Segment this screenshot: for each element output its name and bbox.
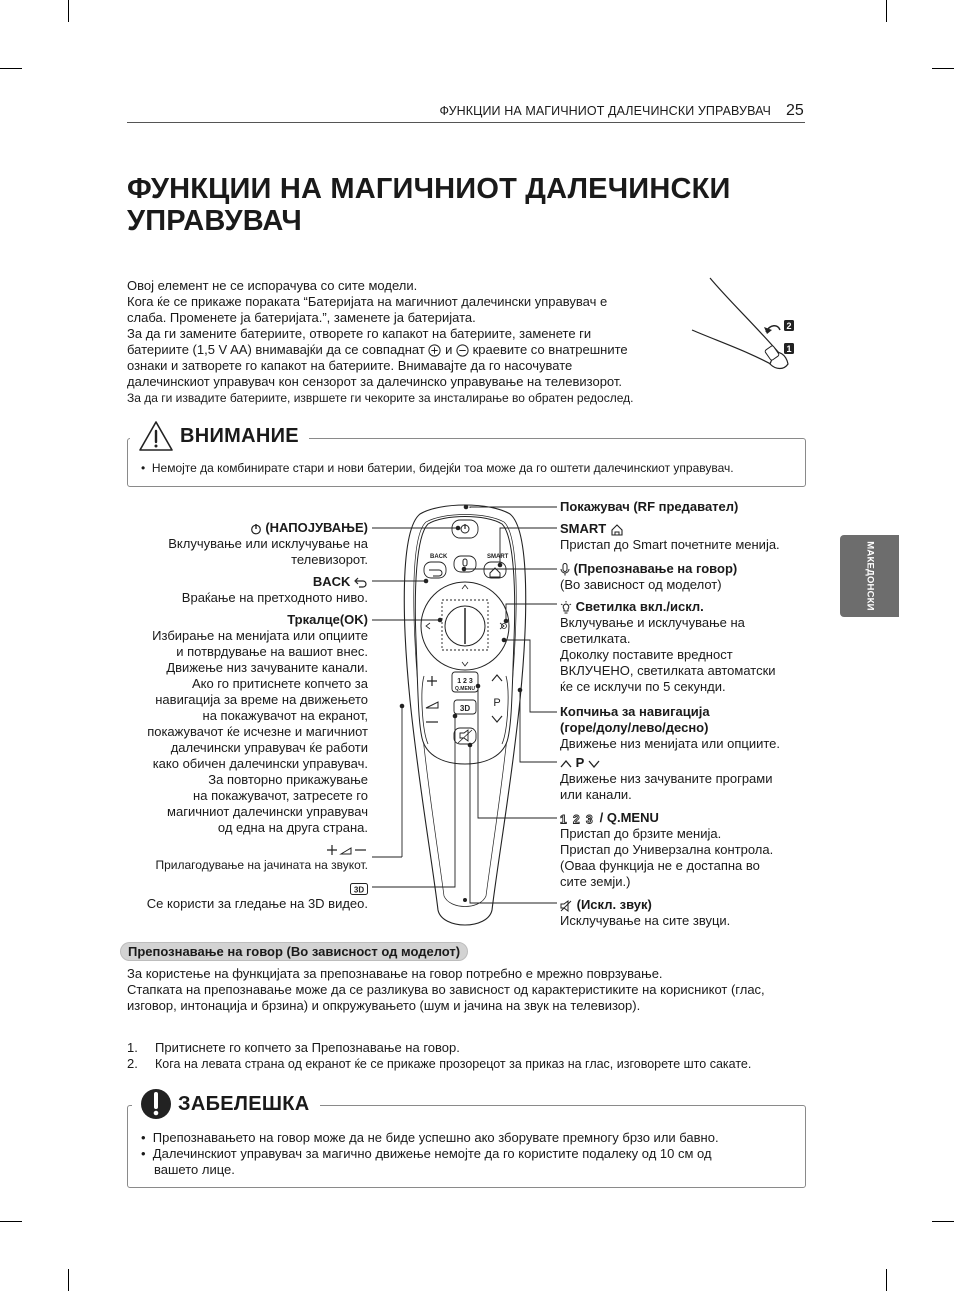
svg-text:1 2 3: 1 2 3 [560, 812, 595, 825]
note-items: • Препознавањето на говор може да не биде успешно ако зборувате премногу брзо или бавно. • Далечинскиот управувач за магично движење немојте да го користите подалеку од 10 см од вашето лице. [141, 1130, 791, 1178]
chevron-down-icon [588, 759, 600, 769]
svg-text:Q.MENU: Q.MENU [455, 686, 475, 692]
callout-navigation: Копчиња за навигација (горе/долу/лево/десно) Движење низ менијата или опциите. [560, 704, 781, 751]
callout-light: Светилка вкл./искл. Вклучување и исклучување на светилката. Доколку поставите вредност ВКЛУЧЕНО, светилката автоматски ќе се исклучи по 5 секунди. [560, 599, 776, 694]
back-arrow-icon [354, 577, 368, 589]
power-icon [250, 523, 262, 535]
callout-mute: (Искл. звук) Исклучување на сите звуци. [560, 897, 731, 928]
svg-text:3D: 3D [353, 885, 365, 895]
svg-text:BACK: BACK [430, 554, 448, 560]
svg-text:SMART: SMART [487, 554, 509, 560]
running-header: ФУНКЦИИ НА МАГИЧНИОТ ДАЛЕЧИНСКИ УПРАВУВАЧ [439, 104, 771, 118]
callout-volume: Прилагодување на јачината на звукот. [156, 841, 369, 873]
chevron-up-icon [560, 759, 572, 769]
callout-pointer: Покажувач (RF предавател) [560, 499, 739, 514]
callout-wheel: Тркалце(OK) Избирање на менијата или опциите и потврдување на вашиот внес. Движење низ зачуваните канали. Ако го притиснете копчето за навигација за време на движењето на покажувачот на екранот, покажувачот ќе исчезне и магичниот далечински управувач ќе работи како обичен далечински управувач. За повторно прикажување на покажувачот, затресете го магичниот далечински управувач од една на друга страна. [147, 612, 368, 835]
note-heading: ЗАБЕЛЕШКА [132, 1083, 320, 1125]
voice-section-heading: Препознавање на говор (Во зависност од моделот) [120, 942, 468, 961]
callout-smart: SMART Пристап до Smart почетните менија. [560, 521, 780, 552]
voice-step-1: 1. Притиснете го копчето за Препознавање на говор. [127, 1040, 460, 1055]
voice-step-2: 2. Кога на левата страна од екранот ќе се прикаже прозорецот за приказ на глас, изговорете што сакате. [127, 1056, 752, 1071]
microphone-icon [560, 563, 570, 576]
svg-text:P: P [493, 697, 501, 709]
home-icon [610, 524, 624, 536]
numeric-keys-icon [560, 813, 596, 825]
light-bulb-icon [560, 601, 572, 614]
callout-voice: (Препознавање на говор) (Во зависност од моделот) [560, 561, 738, 592]
callout-qmenu: 1 2 3 / Q.MENU Пристап до брзите менија. Пристап до Универзална контрола. (Оваа функција не е достапна во сите земји.) [560, 810, 774, 889]
intro-text: Овој елемент не се испорачува со сите модели. Кога ќе се прикаже пораката “Батеријата на магичниот далечински управувач е слаба. Променете ја батеријата.”, заменете ја батеријата. За да ги замените батериите, отворете го капакот на батериите, заменете ги батериите (1,5 V AA) внимавајќи да се совпаднат и краевите со внатрешните ознаки и затворете го капакот на батериите. Внимавајте да го насочувате далечинскиот управувач кон сензорот за далечинско управување на телевизорот. За да ги извадите батериите, извршете ги чекорите за инсталирање во обратен редослед. [127, 278, 634, 405]
callout-3d: 3D Се користи за гледање на 3D видео. [147, 880, 368, 912]
svg-text:2: 2 [786, 321, 792, 331]
callout-back: BACK Враќање на претходното ниво. [181, 574, 368, 605]
callout-power: (НАПОЈУВАЊЕ) Вклучување или исклучување на телевизорот. [168, 520, 368, 567]
volume-icon [326, 844, 368, 856]
note-item: • Препознавањето на говор може да не биде успешно ако зборувате премногу брзо или бавно. [141, 1130, 719, 1145]
caution-heading: ВНИМАНИЕ [130, 416, 309, 456]
page-number: 25 [786, 102, 804, 119]
caution-item: • Немојте да комбинирате стари и нови батерии, бидејќи тоа може да го оштети далечинскиот управувач. [141, 461, 734, 475]
3d-icon [350, 883, 368, 895]
note-item: • Далечинскиот управувач за магично движење немојте да го користите подалеку од 10 см од [141, 1146, 712, 1161]
callout-program: P Движење низ зачуваните програми или канали. [560, 755, 773, 802]
svg-text:1 2 3: 1 2 3 [457, 678, 473, 685]
page-title: ФУНКЦИИ НА МАГИЧНИОТ ДАЛЕЧИНСКИ УПРАВУВАЧ [127, 173, 731, 237]
language-tab: МАКЕДОНСКИ [840, 535, 899, 617]
mute-icon [560, 900, 573, 912]
voice-section-body: За користење на функцијата за препознавање на говор потребно е мрежно поврзување. Стапката на препознавање може да се разликува во зависност од карактеристиките на корисникот (глас, изговор, интонација и брзина) и опкружувањето (шум и јачина на звук на телевизор). [127, 966, 765, 1013]
svg-text:3D: 3D [459, 704, 471, 713]
svg-text:1: 1 [786, 344, 792, 354]
exclamation-circle-icon [140, 1088, 172, 1120]
